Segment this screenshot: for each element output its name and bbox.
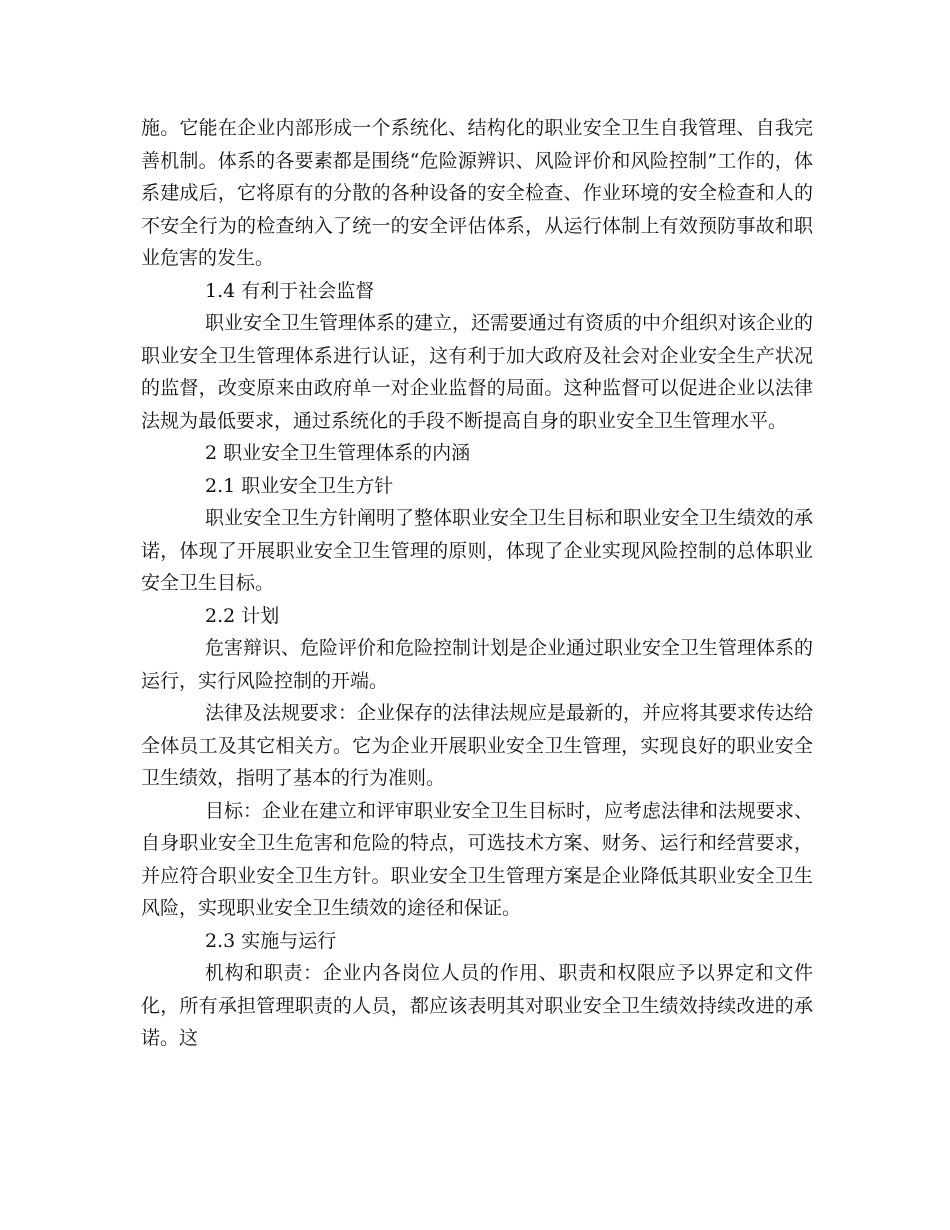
paragraph-policy: 职业安全卫生方针阐明了整体职业安全卫生目标和职业安全卫生绩效的承诺，体现了开展职业安全卫生管理的原则，体现了企业实现风险控制的总体职业安全卫生目标。	[141, 507, 814, 594]
paragraph-social-supervision: 职业安全卫生管理体系的建立，还需要通过有资质的中介组织对该企业的职业安全卫生管理体系进行认证，这有利于加大政府及社会对企业安全生产状况的监督，改变原来由政府单一对企业监督的局面。这种监督可以促进企业以法律法规为最低要求，通过系统化的手段不断提高自身的职业安全卫生管理水平。	[141, 312, 814, 432]
paragraph-structure-responsibility: 机构和职责：企业内各岗位人员的作用、职责和权限应予以界定和文件化，所有承担管理职责的人员，都应该表明其对职业安全卫生绩效持续改进的承诺。这	[141, 962, 813, 1049]
paragraph-objectives: 目标：企业在建立和评审职业安全卫生目标时，应考虑法律和法规要求、自身职业安全卫生危害和危险的特点，可选技术方案、财务、运行和经营要求，并应符合职业安全卫生方针。职业安全卫生管理方案是企业降低其职业安全卫生风险，实现职业安全卫生绩效的途径和保证。	[141, 799, 814, 919]
heading-2-1: 2.1 职业安全卫生方针	[205, 474, 394, 497]
paragraph-hazard-identification: 危害辩识、危险评价和危险控制计划是企业通过职业安全卫生管理体系的运行，实行风险控制的开端。	[141, 637, 814, 692]
heading-1-4: 1.4 有利于社会监督	[205, 279, 375, 302]
paragraph-intro-continued: 施。它能在企业内部形成一个系统化、结构化的职业安全卫生自我管理、自我完善机制。体系的各要素都是围绕“危险源辨识、风险评价和风险控制”工作的，体系建成后，它将原有的分散的各种设备的安全检查、作业环境的安全检查和人的不安全行为的检查纳入了统一的安全评估体系，从运行体制上有效预防事故和职业危害的发生。	[141, 117, 813, 269]
heading-2: 2 职业安全卫生管理体系的内涵	[205, 442, 471, 464]
document-page	[141, 112, 813, 1055]
heading-2-2: 2.2 计划	[205, 604, 280, 627]
heading-2-3: 2.3 实施与运行	[205, 929, 337, 952]
paragraph-legal-requirements: 法律及法规要求：企业保存的法律法规应是最新的，并应将其要求传达给全体员工及其它相关方。它为企业开展职业安全卫生管理，实现良好的职业安全卫生绩效，指明了基本的行为准则。	[141, 702, 814, 789]
